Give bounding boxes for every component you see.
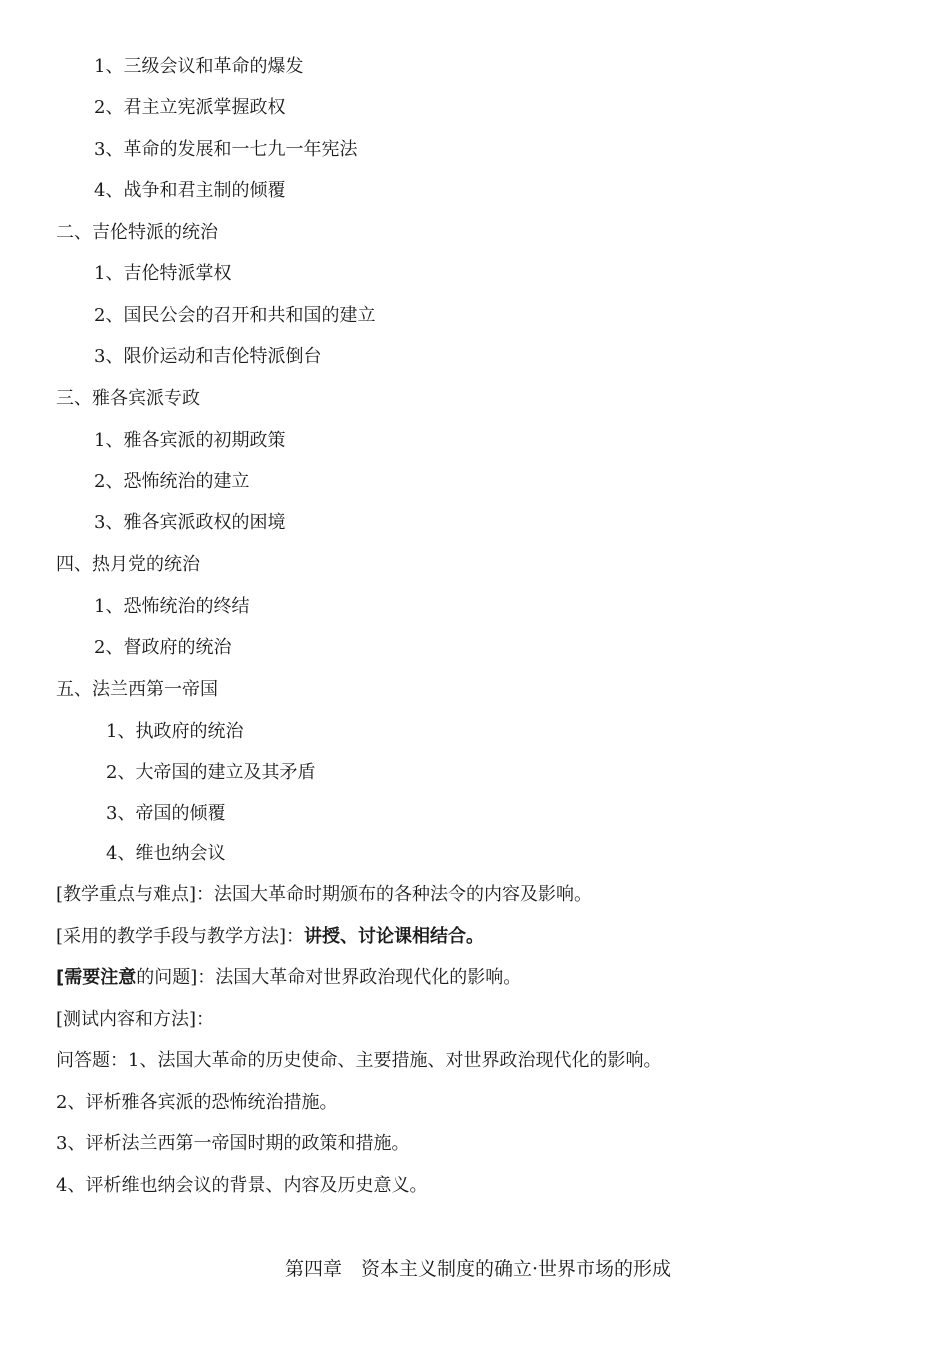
section-heading: 二、吉伦特派的统治 xyxy=(56,222,218,243)
outline-item: 2、恐怖统治的建立 xyxy=(94,471,250,492)
question-item: 4、评析维也纳会议的背景、内容及历史意义。 xyxy=(56,1175,428,1196)
section-heading: 四、热月党的统治 xyxy=(56,554,200,575)
outline-item: 3、帝国的倾覆 xyxy=(106,803,226,824)
outline-item: 4、战争和君主制的倾覆 xyxy=(94,180,286,201)
attention-note xyxy=(56,966,521,990)
outline-item: 2、君主立宪派掌握政权 xyxy=(94,97,286,118)
section-heading: 五、法兰西第一帝国 xyxy=(56,679,218,700)
outline-item: 1、三级会议和革命的爆发 xyxy=(94,56,304,77)
attention-bracket: [ xyxy=(56,967,65,988)
outline-item: 1、执政府的统治 xyxy=(106,721,244,742)
question-item: 3、评析法兰西第一帝国时期的政策和措施。 xyxy=(56,1133,410,1154)
section-heading: 三、雅各宾派专政 xyxy=(56,388,200,409)
outline-item: 3、雅各宾派政权的困境 xyxy=(94,512,286,533)
methods-note xyxy=(56,925,484,949)
question-item: 2、评析雅各宾派的恐怖统治措施。 xyxy=(56,1092,338,1113)
outline-item: 2、大帝国的建立及其矛盾 xyxy=(106,762,316,783)
outline-item: 2、国民公会的召开和共和国的建立 xyxy=(94,305,376,326)
chapter-title: 第四章 资本主义制度的确立·世界市场的形成 xyxy=(285,1258,672,1280)
question-item: 问答题：1、法国大革命的历史使命、主要措施、对世界政治现代化的影响。 xyxy=(56,1050,662,1071)
attention-keyword: 需要注意 xyxy=(64,967,137,988)
test-label: [测试内容和方法]： xyxy=(56,1009,215,1030)
key-points-note: [教学重点与难点]：法国大革命时期颁布的各种法令的内容及影响。 xyxy=(56,884,593,905)
methods-label: [采用的教学手段与教学方法]： xyxy=(56,926,305,947)
outline-item: 1、雅各宾派的初期政策 xyxy=(94,430,286,451)
methods-value: 讲授、讨论课相结合。 xyxy=(304,926,485,947)
attention-text: 的问题]：法国大革命对世界政治现代化的影响。 xyxy=(136,967,522,988)
outline-item: 3、革命的发展和一七九一年宪法 xyxy=(94,139,358,160)
outline-item: 1、恐怖统治的终结 xyxy=(94,596,250,617)
outline-item: 1、吉伦特派掌权 xyxy=(94,263,232,284)
outline-item: 2、督政府的统治 xyxy=(94,637,232,658)
outline-item: 3、限价运动和吉伦特派倒台 xyxy=(94,346,322,367)
outline-item: 4、维也纳会议 xyxy=(106,843,226,864)
